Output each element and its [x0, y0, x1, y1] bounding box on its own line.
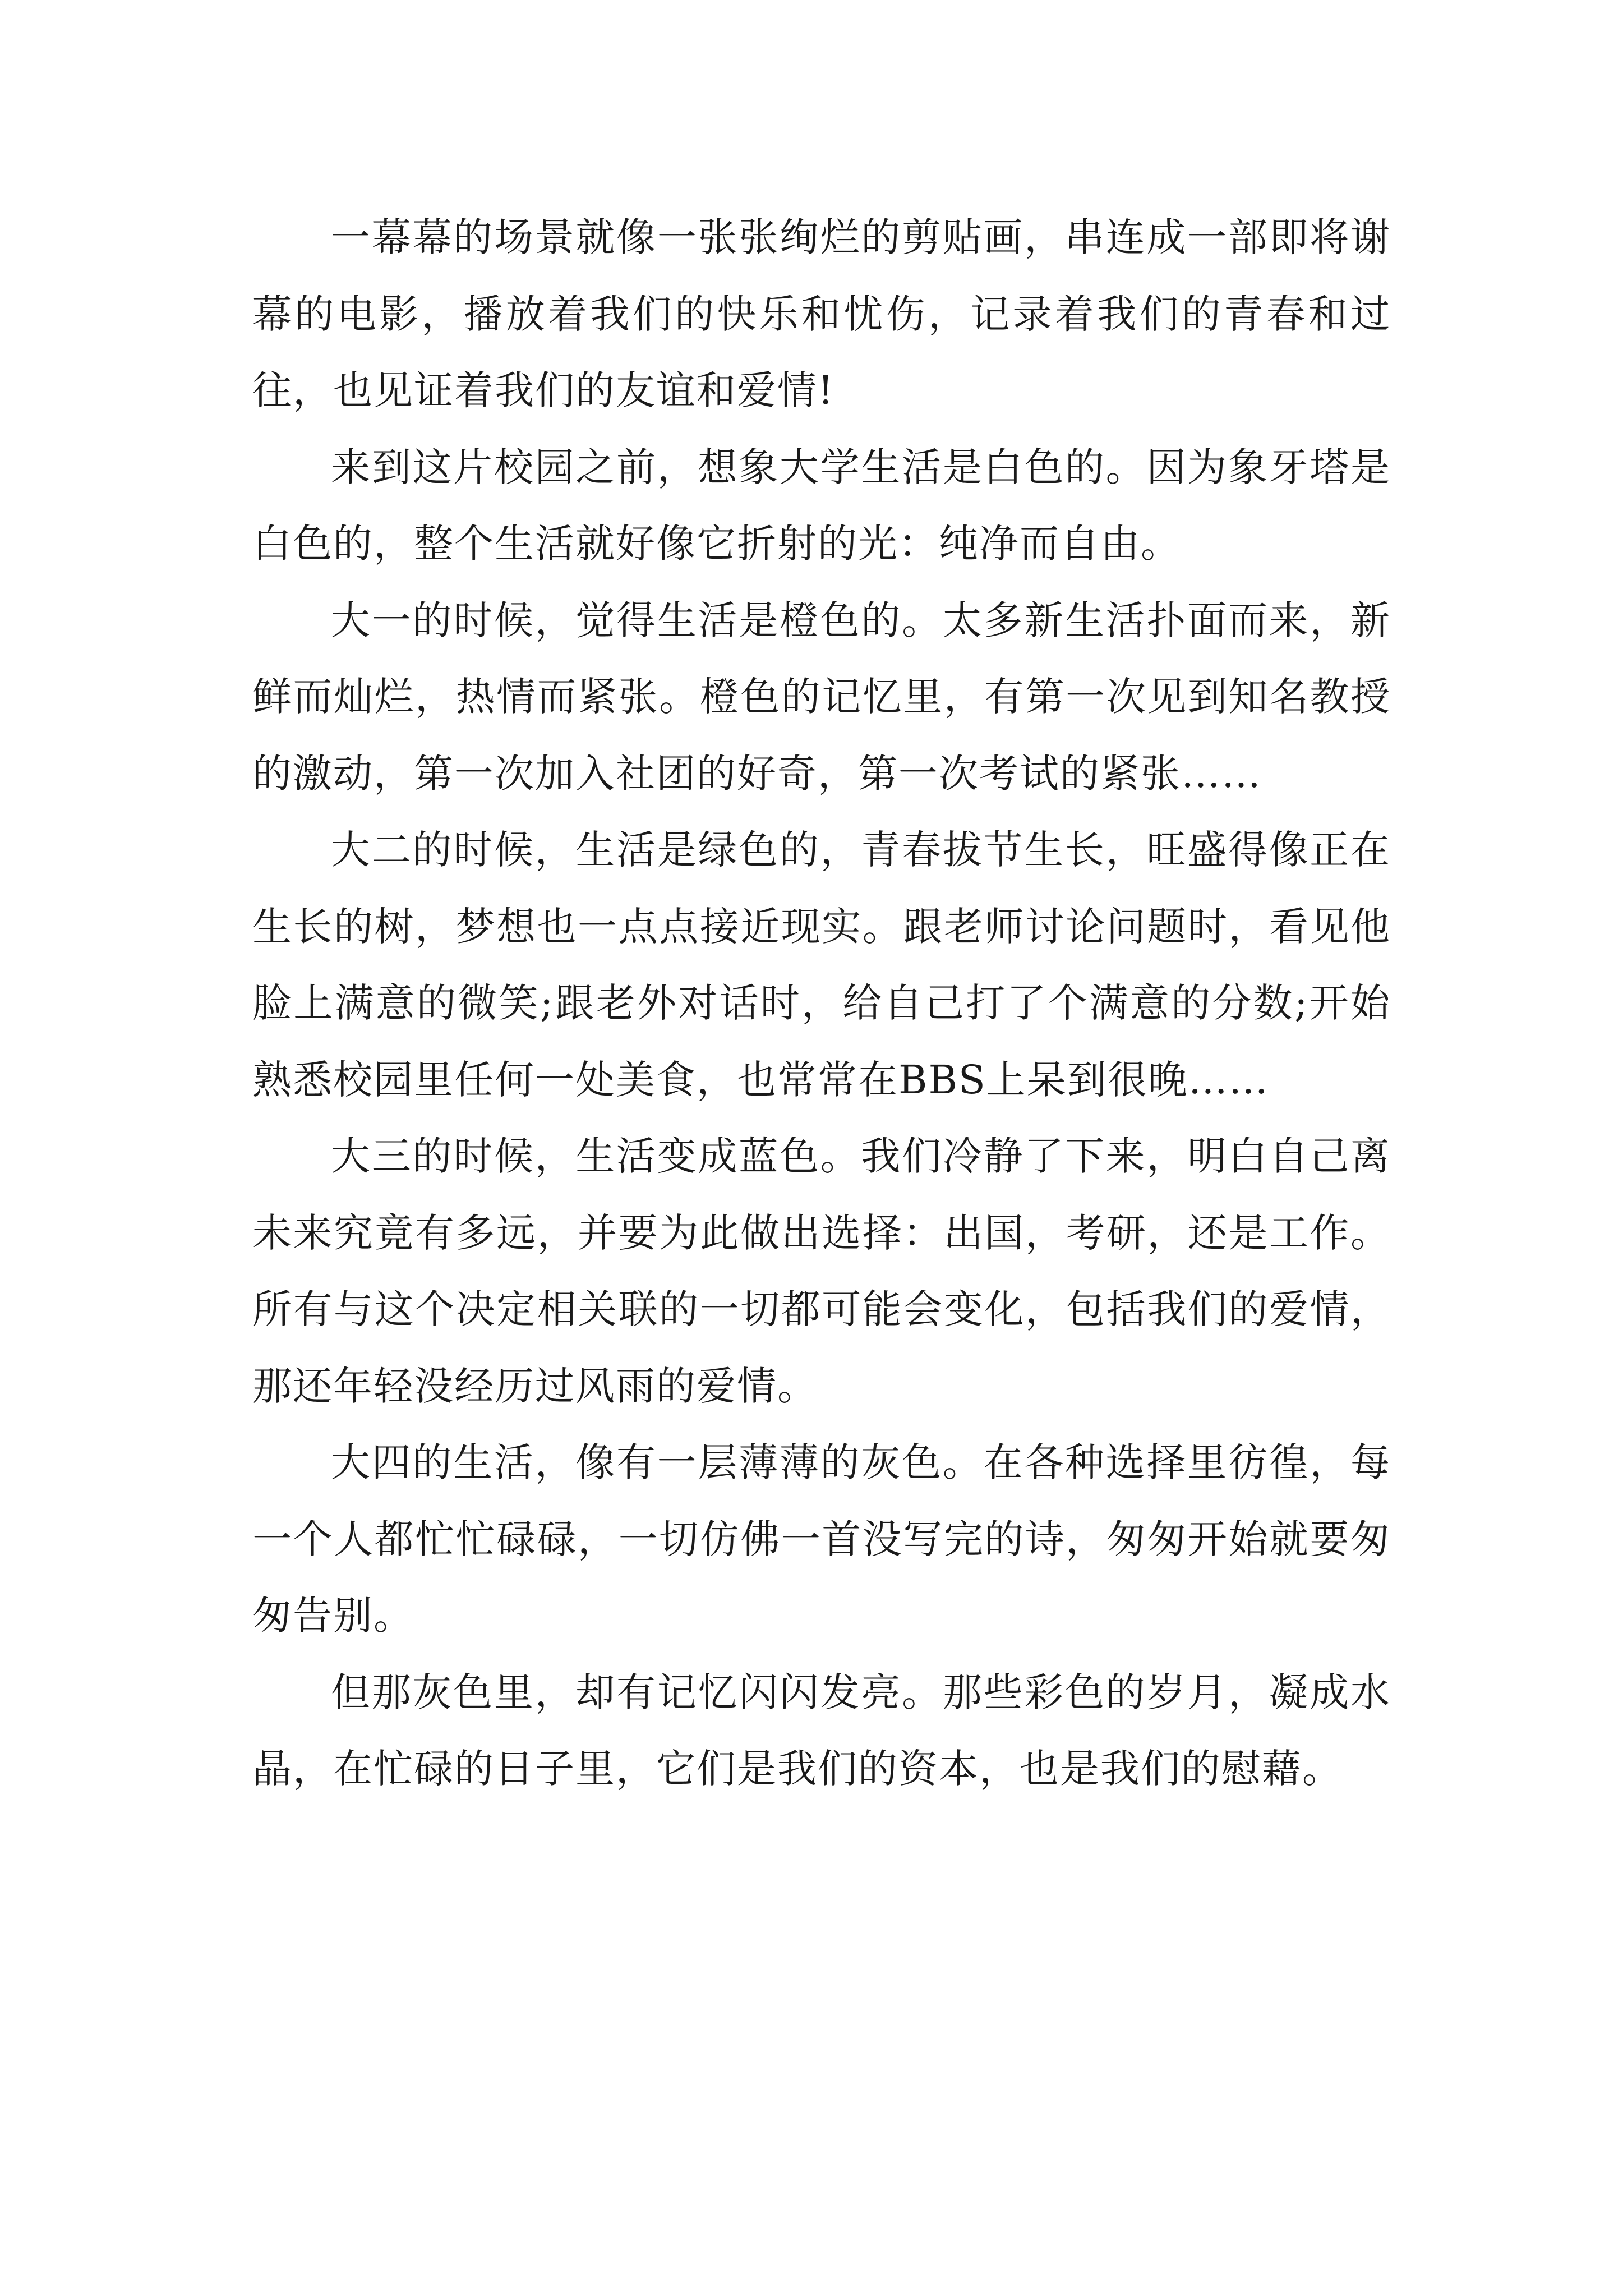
paragraph-senior: 大四的生活，像有一层薄薄的灰色。在各种选择里彷徨，每一个人都忙忙碌碌，一切仿佛一首没写完的诗，匆匆开始就要匆匆告别。 — [252, 1439, 1391, 1639]
paragraph-intro: 一幕幕的场景就像一张张绚烂的剪贴画，串连成一部即将谢幕的电影，播放着我们的快乐和忧伤，记录着我们的青春和过往，也见证着我们的友谊和爱情! — [252, 214, 1391, 413]
paragraph-closing: 但那灰色里，却有记忆闪闪发亮。那些彩色的岁月，凝成水晶，在忙碌的日子里，它们是我们的资本，也是我们的慰藉。 — [252, 1669, 1391, 1792]
paragraph-sophomore: 大二的时候，生活是绿色的，青春拔节生长，旺盛得像正在生长的树，梦想也一点点接近现实。跟老师讨论问题时，看见他脸上满意的微笑;跟老外对话时，给自己打了个满意的分数;开始熟悉校园里任何一处美食，也常常在BBS上呆到很晚…… — [252, 827, 1391, 1103]
paragraph-before-college: 来到这片校园之前，想象大学生活是白色的。因为象牙塔是白色的，整个生活就好像它折射的光：纯净而自由。 — [252, 444, 1391, 567]
document-body — [252, 199, 1391, 1807]
paragraph-freshman: 大一的时候，觉得生活是橙色的。太多新生活扑面而来，新鲜而灿烂，热情而紧张。橙色的记忆里，有第一次见到知名教授的激动，第一次加入社团的好奇，第一次考试的紧张…… — [252, 597, 1391, 797]
paragraph-junior: 大三的时候，生活变成蓝色。我们冷静了下来，明白自己离未来究竟有多远，并要为此做出选择：出国，考研，还是工作。所有与这个决定相关联的一切都可能会变化，包括我们的爱情，那还年轻没经历过风雨的爱情。 — [252, 1133, 1391, 1409]
